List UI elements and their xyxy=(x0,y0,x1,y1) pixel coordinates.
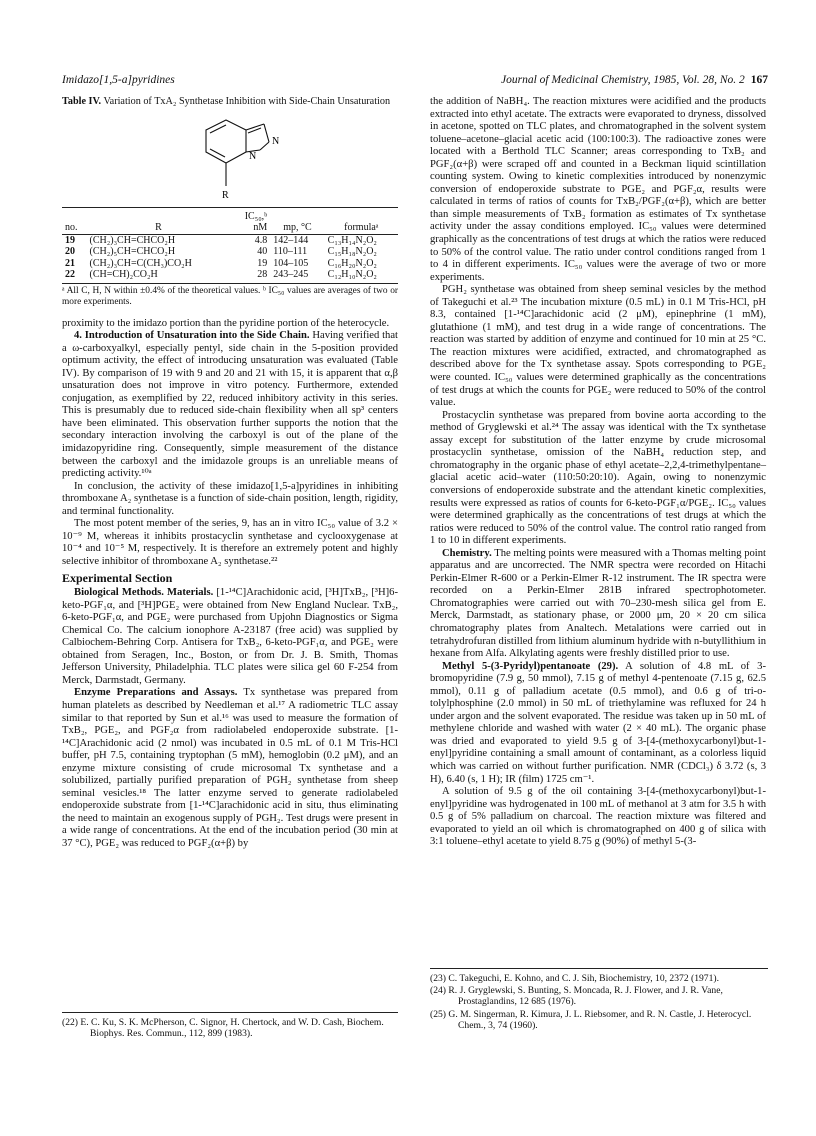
ring-n-label-2: N xyxy=(249,151,257,162)
col-header-ic50: IC₅₀,ᵇ nM xyxy=(230,207,270,234)
reference-item xyxy=(430,1009,768,1031)
paragraph: The most potent member of the series, 9, has an in vitro IC₅₀ value of 3.2 × 10⁻⁹ M, whereas it inhibits prostacyclin synthetase and cyclooxygenase at 10⁻⁴ and 10⁻⁵ M, respectively. It is therefore an extremely potent and highly selective inhibitor of thromboxane A₂ synthetase.²² xyxy=(62,518,398,567)
reference-number: (24) xyxy=(430,985,446,997)
pyridine-ring xyxy=(206,120,246,163)
row-mp: 110–111 xyxy=(273,246,308,258)
reference-number: (23) xyxy=(430,973,446,984)
row-formula: C₁₅H₁₈N₂O₂ xyxy=(327,246,377,258)
row-mp: 243–245 xyxy=(270,269,324,283)
reference-number: (25) xyxy=(430,1008,446,1020)
reference-text: E. C. Ku, S. K. McPherson, C. Signor, H. Chertock, and W. D. Cash, Biochem. Biophys. Res. Commun., 112, 899 (1983). xyxy=(80,1017,384,1040)
table-label: Table IV. xyxy=(62,96,102,107)
references-right xyxy=(430,968,768,1032)
substituent-r-label: R xyxy=(222,190,229,201)
table-row xyxy=(62,246,398,258)
row-ic50: 28 xyxy=(230,269,270,283)
table-row xyxy=(62,234,398,246)
journal-citation: Journal of Medicinal Chemistry, 1985, Vol. 28, No. 2 xyxy=(501,74,745,86)
row-no: 19 xyxy=(65,234,75,246)
row-ic50: 4.8 xyxy=(254,234,268,246)
paragraph: Prostacyclin synthetase was prepared from bovine aorta according to the method of Gryglewski et al.²⁴ The assay was identical with the Tx synthetase assay except for substitution of the latter enzyme by crude microsomal prostacyclin synthetase, omission of the NaBH₄ reduction step, and chromatography in the organic phase of ethyl acetate–2,2,4-trimethylpentane–glacial acetic acid–water (110:50:20:10). Again, owing to nonenzymic conversions of endoperoxide substrate and the attendant kinetic complexities, results were expressed as ratios of counts for 6-keto-PGF₁α/PGE₂. IC₅₀ values were determined graphically as the concentrations of test drugs at which the ratios were reduced to 50% of the control value. The control ratio ranged from 1 to 10 in different experiments. xyxy=(430,409,766,547)
row-ic50: 40 xyxy=(257,246,268,258)
subsection-heading: Biological Methods. Materials. xyxy=(74,587,214,599)
paragraph: the addition of NaBH₄. The reaction mixtures were acidified and the products extracted into ethyl acetate. The extracts were evaporated to dryness, dissolved in acetone, spotted on TLC plates, and chromatographed in the solvent system toluene–acetone–glacial acetic acid (100:100:3). The radioactive zones were located with a Berthold TLC Scanner; areas corresponding to TxB₂ and PGF₂(α+β) were scraped off and counted in a Beckman liquid scintillation counting system. Owing to kinetic complexities introduced by nonenzymic conversion of endoperoxide substrate to PGE₂ and PGF₂α, results were calculated in terms of ratios of counts for TxB₂/PGF₂(α+β), which are better than simple measurements of TxB₂ formation as estimates of Tx synthetase activity under the assay conditions employed. IC₅₀ values were determined graphically as the concentrations of test drugs at which the ratios were reduced to 50% of the control value. The ratio under control conditions ranged from 1 to 4 in different experiments. IC₅₀ values were the average of two or more experiments. xyxy=(430,96,766,283)
row-no: 22 xyxy=(62,269,87,283)
row-r: (CH₂)₃CH=C(CH₃)CO₂H xyxy=(89,257,192,269)
data-table xyxy=(62,207,398,284)
table-header-row xyxy=(62,207,398,234)
row-formula: C₁₆H₂₀N₂O₂ xyxy=(327,257,377,269)
reference-text: C. Takeguchi, E. Kohno, and C. J. Sih, Biochemistry, 10, 2372 (1971). xyxy=(448,973,719,984)
col-header-mp: mp, °C xyxy=(270,207,324,234)
paragraph-methyl-29 xyxy=(430,661,766,786)
col-header-r: R xyxy=(87,207,231,234)
paragraph-text: The melting points were measured with a Thomas melting point apparatus and are uncorrected. The NMR spectra were recorded on Hitachi Perkin-Elmer R-600 or a Perkin-Elmer R-12 instrument. The IR spectra were recorded on a Perkin-Elmer 281B infrared spectrophotometer. Chromatographies were carried out with 70–230-mesh silica gel from E. Merck, Darmstadt, as stationary phase, or 2000 μm, 20 × 20 cm silica chromatography plates from Analtech. Metalations were carried out in tetrahydrofuran distilled from lithium aluminum hydride with n-butyllithium in hexane from Alfa. Alkylating agents were freshly distilled prior to use. xyxy=(430,547,767,660)
row-r: (CH=CH)₂CO₂H xyxy=(87,269,231,283)
paragraph: A solution of 9.5 g of the oil containing 3-[4-(methoxycarbonyl)but-1-enyl]pyridine was hydrogenated in 100 mL of methanol at 3 atm for 3.5 h with 0.5 g of 5% palladium on charcoal. The reaction mixture was filtered and evaporated to yield an oil which is chromatographed on 400 g of silica with 3:1 toluene–ethyl acetate to yield 8.75 g (90%) of methyl 5-(3- xyxy=(430,786,766,848)
row-no: 21 xyxy=(65,257,75,269)
page-number: 167 xyxy=(750,74,768,86)
paragraph-chemistry xyxy=(430,548,766,661)
paragraph-enzyme-assays xyxy=(62,687,398,850)
col-header-formula: formulaᵃ xyxy=(325,207,398,234)
row-formula: C₁₃H₁₄N₂O₂ xyxy=(327,234,377,246)
col-header-no: no. xyxy=(62,207,87,234)
row-mp: 104–105 xyxy=(273,257,309,269)
paragraph: In conclusion, the activity of these imidazo[1,5-a]pyridines in inhibiting thromboxane A₂ synthetase is a function of side-chain position, length, rigidity, and terminal functionality. xyxy=(62,480,398,517)
running-head-right xyxy=(430,74,768,86)
row-ic50: 19 xyxy=(257,257,268,269)
references-left xyxy=(62,1012,398,1040)
reference-text: R. J. Gryglewski, S. Bunting, S. Moncada, R. J. Flower, and J. R. Vane, Prostaglandins, 12 685 (1976). xyxy=(448,985,723,1008)
subsection-heading: Chemistry. xyxy=(442,547,492,559)
row-r: (CH₂)₃CH=CHCO₂H xyxy=(89,234,176,246)
ring-n-label-1: N xyxy=(272,136,280,147)
paragraph: proximity to the imidazo portion than the pyridine portion of the heterocycle. xyxy=(62,317,390,329)
paragraph-text: Having verified that a ω-carboxyalkyl, especially pentyl, side chain in the 5-position provided optimum activity, the effect of introducing unsaturation was evaluated (Table IV). By comparison of 19 with 9 and 20 and 21 with 15, it is apparent that α,β unsaturation does not improve in vitro potency. Furthermore, extended conjugation, as exemplified by 22, reduced inhibitory activity in this series. This is presumably due to reduced side-chain flexibility when all sp³ centers have been eliminated. This observation further supports the notion that the secondary interaction involving the carboxyl is out of the plane of the imidazopyridine ring. Consequently, simple measurement of the distance between the carboxyl and the imidazole groups is an unreliable means of predicting activity.¹⁰ᵃ xyxy=(62,330,398,480)
row-r: (CH₂)₅CH=CHCO₂H xyxy=(89,246,176,258)
paragraph-bio-methods xyxy=(62,587,398,687)
running-head-left: Imidazo[1,5-a]pyridines xyxy=(62,74,175,86)
reference-item xyxy=(62,1017,398,1039)
table-caption-text: Variation of TxA₂ Synthetase Inhibition with Side-Chain Unsaturation xyxy=(103,96,391,107)
reference-item xyxy=(430,973,768,984)
paragraph-section-4 xyxy=(62,330,398,481)
row-mp: 142–144 xyxy=(273,234,309,246)
imidazopyridine-structure xyxy=(62,112,398,202)
reference-text: G. M. Singerman, R. Kimura, J. L. Riebsomer, and R. N. Castle, J. Heterocycl. Chem., 3, 74 (1960). xyxy=(448,1008,752,1031)
table-row xyxy=(62,258,398,270)
paragraph: PGH₂ synthetase was obtained from sheep seminal vesicles by the method of Takeguchi et al.²³ The incubation mixture (0.5 mL) in 0.1 M Tris-HCl, pH 8.3, contained [1-¹⁴C]arachidonic acid (2 μM), epinephrine (1 mM), glutathione (1 mM), and test drug in a wide range of concentrations. The reaction was started by addition of enzyme and continued for 10 min at 25 °C. The reaction mixtures were acidified, extracted, and chromatographed as described above for the Tx synthetase assay. Spots corresponding to PGE₂ were counted. IC₅₀ values were determined graphically as the concentrations of test drugs at which the counts for PGE₂ were reduced to 50% of the control value. xyxy=(430,284,766,409)
table-caption xyxy=(62,96,398,108)
right-column xyxy=(430,96,766,849)
subsection-heading: Methyl 5-(3-Pyridyl)pentanoate (29). xyxy=(442,660,619,672)
section-heading: 4. Introduction of Unsaturation into the Side Chain. xyxy=(74,330,310,342)
table-row xyxy=(62,269,398,283)
left-column xyxy=(62,96,398,851)
experimental-section-heading: Experimental Section xyxy=(62,571,173,586)
paragraph-text: Tx synthetase was prepared from human platelets as described by Needleman et al.¹⁷ A radiometric TLC assay similar to that reported by Sun et al.¹⁶ was used to measure the formation of TxB₂, PGE₂, and PGF₂α from radiolabeled endoperoxide substrate. [1-¹⁴C]Arachidonic acid (2 nmol) was incubated in 0.5 mL of 0.1 M Tris-HCl buffer, pH 7.5, containing tryptophan (5 mM), hemoglobin (0.2 μM), and an enzyme mixture consisting of crude microsomal Tx synthetase and a solubilized, partially purified preparation of PGH₂ synthetase from sheep seminal vesicles.¹⁸ The latter enzyme served to generate radiolabeled endoperoxide substrate from [1-¹⁴C]arachidonic acid in situ, thus eliminating the need to maintain an exogenous supply of PGH₂. Test drugs were present in a wide range of concentrations. At the end of the incubation period (30 min at 37 °C), PGE₂ was reduced to PGF₂(α+β) by xyxy=(62,687,398,849)
paragraph-text: A solution of 4.8 mL of 3-bromopyridine (7.9 g, 50 mmol), 7.15 g of methyl 4-pentenoate (7.15 g, 62.5 mmol), 0.11 g of palladium acetate (0.5 mmol), and 0.6 g of tri-o-tolylphosphine (2.0 mmol) in 50 mL of triethylamine was refluxed for 24 h under argon and the solvent evaporated. The residue was taken up in 50 mL of methylene chloride and washed with water (2 × 40 mL). The organic phase was dried and evaporated to yield 9.5 g of 3-[4-(methoxycarbonyl)but-1-enyl]pyridine containing a small amount of contaminant, as a colorless liquid which was carried on without further purification. NMR (CDCl₃) δ 3.72 (s, 3 H), 6.40 (s, 1 H); IR (film) 1725 cm⁻¹. xyxy=(430,660,766,785)
row-formula: C₁₂H₁₀N₂O₂ xyxy=(325,269,398,283)
reference-item xyxy=(430,985,768,1007)
subsection-heading: Enzyme Preparations and Assays. xyxy=(74,687,238,699)
paragraph-text: [1-¹⁴C]Arachidonic acid, [³H]TxB₂, [³H]6-keto-PGF₁α, and [³H]PGE₂ were obtained from New England Nuclear. TxB₂, 6-keto-PGF₁α, and PGE₂ were purchased from Upjohn Diagnostics or Sigma Chemical Co. The calcium ionophore A-23187 (free acid) was supplied by Calbiochem-Behring Corp. Antisera for TxB₂, 6-keto-PGF₁α, and PGE₂ were obtained from Seragen, Inc., Boston, or from Dr. J. B. Smith, Thomas Jefferson University, Philadelphia. TLC plates were silica gel 60 F-254 from Merck, Darmstadt, Germany. xyxy=(62,587,398,686)
table-footnote: ᵃ All C, H, N within ±0.4% of the theoretical values. ᵇ IC₅₀ values are averages of two or more experiments. xyxy=(62,285,398,307)
reference-number: (22) xyxy=(62,1017,78,1028)
row-no: 20 xyxy=(65,246,75,258)
